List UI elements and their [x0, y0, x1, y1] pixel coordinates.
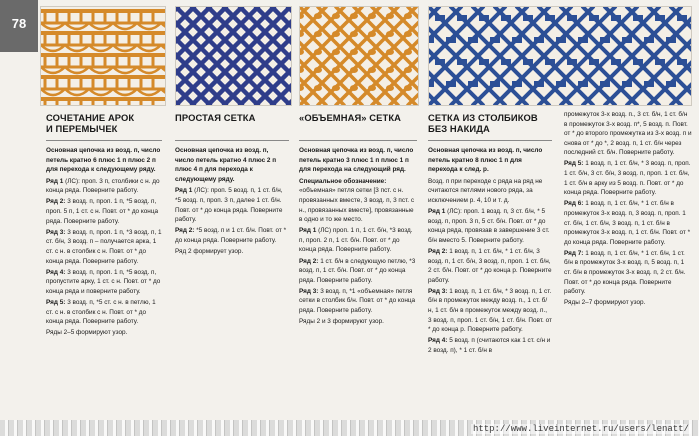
- pattern-intro: Основная цепочка из возд. п, число петель кратно 3 плюс 1 п плюс 1 п для перехода на следующий ряд.: [299, 147, 414, 174]
- pattern-title: [46, 112, 162, 134]
- divider: [175, 140, 289, 141]
- divider: [46, 140, 162, 141]
- row-instruction: Ряд 3: 3 возд. п, проп. 1 п, *3 возд. п, 1 ст. б/н, 3 возд. п – получается арка, 1 ст. с н. в столбик с н. Повт. от * до конца ряда. Поверните работу.: [46, 228, 162, 265]
- title-line: БЕЗ НАКИДА: [428, 123, 490, 134]
- row-instruction: Ряд 3: 3 возд. п, *1 «объемная» петля сетки в столбик б/н. Повт. от * до конца ряда. Поверните работу.: [299, 287, 416, 314]
- photo-sc-mesh: [428, 6, 692, 106]
- pattern-column-4: [428, 112, 552, 357]
- row-instruction: Ряд 5: 1 возд. п, 1 ст. б/н, * 3 возд. п, проп. 1 ст. б/н, 3 ст. б/н, 3 возд. п, проп. 1 ст. б/н, 1 ст. б/н в арку из 5 возд. п. Повт. от * до конца ряда. Поверните работу.: [564, 160, 691, 197]
- row-instruction: Ряды 2–7 формируют узор.: [564, 299, 646, 307]
- row-instruction: Ряд 5: 3 возд. п, *5 ст. с н. в петлю, 1 ст. с н. в столбик с н. Повт. от * до конца ряда. Поверните работу.: [46, 298, 156, 326]
- page-number: 78: [0, 0, 38, 52]
- photo-simple-mesh: [175, 6, 292, 106]
- pattern-column-3: [299, 112, 417, 328]
- row-instruction: Ряд 1 (ЛС): проп. 5 возд. п, 1 ст. б/н, *5 возд. п, проп. 3 п, далее 1 ст. б/н. Повт. от * до конца ряда. Поверните работу.: [175, 187, 283, 224]
- row-instruction: Ряд 2: 3 возд. п, проп. 1 п, *5 возд. п, проп. 5 п, 1 ст. с н. Повт. от * до конца ряда. Поверните работу.: [46, 198, 159, 225]
- row-instruction: промежуток 3-х возд. п., 3 ст. б/н, 1 ст. б/н в промежуток 3-х возд. п*, 5 возд. п. Повт. от * до второго промежутка из 3-х возд. п и снова от * до *, 2 возд. п, 1 ст. б/н через последний ст. б/н. Поверните работу.: [564, 111, 692, 157]
- row-instruction: Ряд 1 (ЛС): проп. 3 п, столбики с н. до конца ряда. Поверните работу.: [46, 177, 160, 195]
- pattern-column-2: [175, 112, 289, 258]
- title-line: СОЧЕТАНИЕ АРОК: [46, 112, 135, 123]
- row-instruction: Возд. п при переходе с ряда на ряд не считаются петлями нового ряда, за исключением р. 4, 10 и т. д.: [428, 177, 543, 204]
- title-line: «ОБЪЕМНАЯ» СЕТКА: [299, 112, 402, 123]
- photo-arches-bars: [40, 6, 166, 106]
- crochet-swatch-orange-puff-mesh: [300, 7, 418, 105]
- pattern-column-5: [564, 110, 692, 309]
- crochet-swatch-blue-sc-mesh: [429, 7, 691, 105]
- row-instruction: Ряд 7: 1 возд. п, 1 ст. б/н, * 1 ст. б/н, 1 ст. б/н в промежуток 3-х возд. п, 5 возд. п, 1 ст. б/н в промежуток 3-х возд. п, 2 ст. б/н. Повт. от * до конца ряда. Поверните работу.: [564, 249, 686, 296]
- row-instruction: Ряд 4: 5 возд. п (считаются как 1 ст. с/н и 2 возд. п), * 1 ст. б/н в: [428, 337, 551, 354]
- row-instruction: Ряд 4: 3 возд. п, проп. 1 п, *5 возд. п, пропустите арку, 1 ст. с н. Повт. от * до конца ряда и поверните работу.: [46, 268, 161, 295]
- row-instruction: Ряд 2: 1 возд. п, 1 ст. б/н, * 1 ст. б/н, 3 возд. п, 1 ст. б/н, 3 возд. п, проп. 1 ст. б/н, 2 ст. б/н. Повт. от * до конца р. Поверните работу.: [428, 247, 552, 284]
- row-instruction: Ряд 2: *5 возд. п и 1 ст. б/н. Повт. от * до конца ряда. Поверните работу.: [175, 227, 287, 244]
- watermark-url: http://www.liveinternet.ru/users/lenatt/: [472, 424, 689, 434]
- pattern-column-1: [46, 112, 162, 339]
- pattern-intro: Основная цепочка из возд. п, число петель кратно 6 плюс 1 п плюс 2 п для перехода к следующему ряду.: [46, 147, 161, 174]
- crochet-swatch-orange-arches: [41, 7, 165, 105]
- pattern-intro: Основная цепочка из возд. п, число петель кратно 8 плюс 1 п для перехода к след. р.: [428, 147, 543, 174]
- row-instruction: Специальное обозначение: «объемная» петля сетки [3 пст. с н. провязанных вместе, 3 возд. п, 3 пст. с н., провязанных вместе], провязанные в одно и то же место.: [299, 177, 415, 224]
- row-instruction: Ряд 6: 1 возд. п, 1 ст. б/н, * 1 ст. б/н в промежуток 3-х возд. п, 3 возд. п, проп. 1 ст. б/н, 1 ст. б/н, 3 возд. п, 1 ст. б/н в промежуток 3-х возд. п, 1 ст. б/н. Повт. от * до конца ряда. Поверните работу.: [564, 200, 691, 246]
- row-instruction: Ряд 2 формирует узор.: [175, 247, 244, 255]
- pattern-title: [299, 112, 417, 134]
- pattern-intro: Основная цепочка из возд. п, число петель кратно 4 плюс 2 п плюс 4 п для перехода к следующему ряду.: [175, 147, 277, 183]
- pattern-title: [428, 112, 552, 134]
- pattern-title: [175, 112, 289, 134]
- row-instruction: Ряд 2: 1 ст. б/н в следующую петлю, *3 возд. п, 1 ст. б/н. Повт. от * до конца ряда. Поверните работу.: [299, 257, 416, 284]
- title-line: ПРОСТАЯ СЕТКА: [175, 112, 256, 123]
- row-instruction: Ряд 1 (ЛС) проп. 1 п, 1 ст. б/н, *3 возд. п, проп. 2 п, 1 ст. б/н. Повт. от * до конца ряда. Поверните работу.: [299, 227, 413, 254]
- divider: [299, 140, 417, 141]
- row-instruction: Ряд 3: 1 возд. п, 1 ст. б/н, * 3 возд. п, 1 ст. б/н в промежуток между возд. п., 1 ст. б/н, 1 ст. б/н в промежуток между возд. п., 3 возд. п, проп. 1 ст. б/н, 1 ст. б/н. Повт. от * до конца р. Поверните работу.: [428, 287, 552, 334]
- title-line: СЕТКА ИЗ СТОЛБИКОВ: [428, 112, 538, 123]
- title-line: И ПЕРЕМЫЧЕК: [46, 123, 118, 134]
- divider: [428, 140, 552, 141]
- row-instruction: Ряды 2 и 3 формируют узор.: [299, 318, 384, 326]
- row-instruction: Ряды 2–5 формируют узор.: [46, 329, 128, 337]
- crochet-swatch-blue-mesh: [176, 7, 291, 105]
- row-instruction: Ряд 1 (ЛС): проп. 1 возд. п, 3 ст. б/н, * 5 возд. п, проп. 3 п, 5 ст. б/н. Повт. от * до конца ряда, провязав в завершение 3 ст. б/н вместо 5. Поверните работу.: [428, 208, 550, 244]
- photo-puff-mesh: [299, 6, 419, 106]
